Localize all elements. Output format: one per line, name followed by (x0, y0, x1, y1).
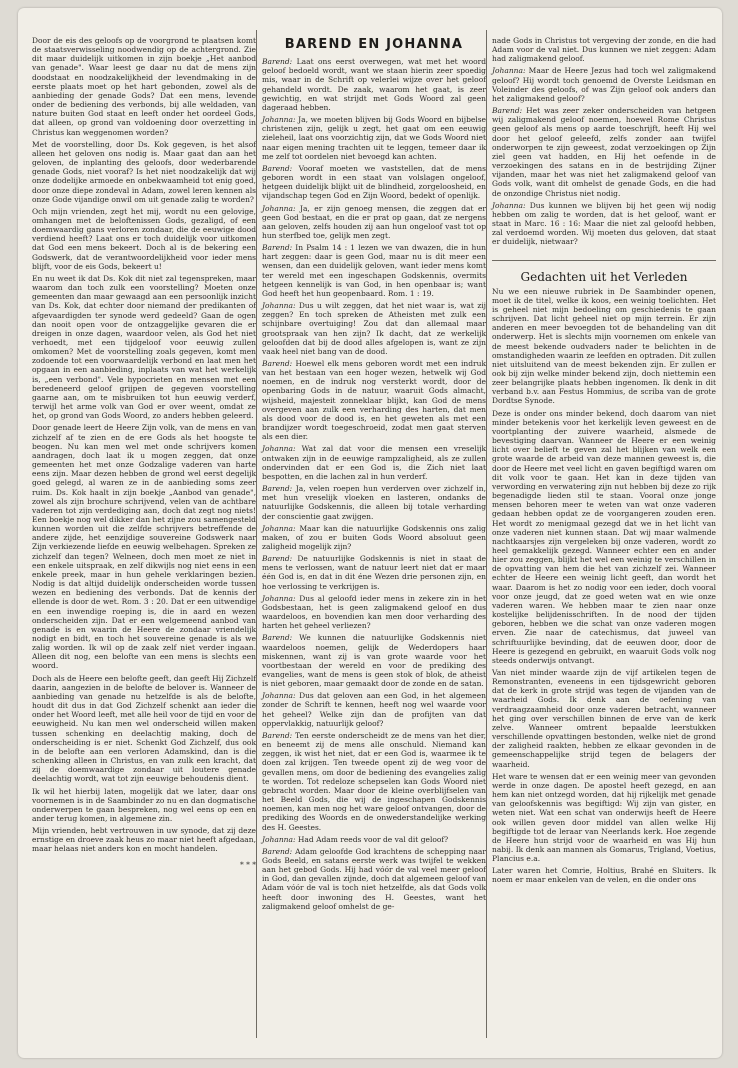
speech-text: Adam geloofde God krachtens de schepping naar Gods Beeld, en satans eerste werk was twijfel te wekken aan het gebod Gods. Hij had vóór de val veel meer geloof in God, dan gevallen zijnde, doch dat algemeen geloof van Adam vóór de val is toch niet hetzelfde, als dat Gods volk heeft door inwoning des H. Geestes, want het zaligmakend geloof omhelst de ge- (262, 846, 486, 911)
paragraph: Van niet minder waarde zijn de vijf artikelen tegen de Remonstranten, eveneens in een tijdsgewricht geboren dat de kerk in grote strijd was tegen de vijanden van de waarheid Gods. Ik denk aan de oefening van verdraagzaamheid door onze vaderen betracht, wanneer het ging over verschillen binnen de erve van de kerk zelve. Wanneer omtrent bepaalde leerstukken verschillende opvattingen bestonden, welke niet de grond der zaligheid raakten, hebben ze elkaar gevonden in de gemeenschappelijke strijd tegen de belagers der waarheid. (492, 668, 716, 769)
dialogue-line (492, 66, 716, 103)
speech-text: Ja, er zijn genoeg mensen, die zeggen dat er geen God bestaat, en die er prat op gaan, dat ze nergens aan geloven, zelfs houden zij aan hun ongeloof vast tot op hun sterfbed toe, gelijk men zegt. (262, 203, 486, 240)
dialogue-line (492, 36, 716, 63)
speech-text: Dus al geloofd ieder mens in zekere zin in het Godsbestaan, het is geen zaligmakend geloof en dus waardeloos, en bovendien kan men door verharding des harten het geheel verliezen? (262, 593, 486, 631)
speaker-name: Barend: (262, 730, 293, 740)
speaker-name: Barend: (262, 163, 293, 173)
speech-text: Maar kan die natuurlijke Godskennis ons zalig maken, of zou er buiten Gods Woord absoluut geen zaligheid mogelijk zijn? (262, 523, 486, 551)
dialogue-line (262, 835, 486, 844)
speech-text: Ja, we moeten blijven bij Gods Woord en bijbelse christenen zijn, gelijk u zegt, het gaat om een eeuwig zieleheil, laat ons voorzichtig zijn, dat we Gods Woord niet naar eigen mening trachten uit te leggen, temeer daar ik me zelf tot oordelen niet bevoegd kan achten. (262, 115, 486, 161)
speaker-name: Johanna: (262, 691, 296, 701)
dialogue-line (262, 57, 486, 112)
speech-text: Laat ons eerst overwegen, wat met het woord geloof bedoeld wordt, want we staan hierin zeer spoedig mis, waar in de Schrift op velerlei wijze over het geloof gehandeld wordt. De zaak, waarom het gaat, is zeer gewichtig, en wat strijdt met Gods Woord zal geen dageraad hebben. (262, 57, 486, 112)
paragraph: Nu we een nieuwe rubriek in De Saambinder openen, moet ik de titel, welke ik koos, een weinig toelichten. Het is geheel niet mijn bedoeling om geschiedenis te gaan schrijven. Dat licht geheel niet op mijn terrein. Er zijn anderen en meer bevoegden tot de behandeling van dit onderwerp. Het is slechts mijn voornemen om enkele van de meest bekende oudvaders nader te belichten in de omstandigheden waarin ze leefden en optraden. Dit zullen niet uitsluitend van de meest bekenden zijn. Er zullen er ook bij zijn welke minder bekend zijn, doch niettemin een zeer belangrijke plaats hebben ingenomen. Ik denk in dit verband b.v. aan Festus Hommius, de scriba van de grote Dordtse Synode. (492, 286, 716, 406)
speech-text: Het was zeer zeker onderscheiden van hetgeen wij zaligmakend geloof noemen, hoewel Rome Christus geen geloof als mens op aarde toeschrijft, heeft Hij wel door het geloof geleefd, zelfs zonder aan twijfel onderworpen te zijn geweest, zodat verzoekingen op Zijn ziel geen vat hadden, en Hij het oefende in de verzoekingen des satans en in de bestrijding Zijner vijanden, maar het was niet het zaligmakend geloof van Gods volk, want dit omhelst de genade Gods, en die had de onzondige Christus niet nodig. (492, 106, 716, 198)
dialogue-line (262, 731, 486, 832)
paragraph: Och mijn vrienden, zegt het mij, wordt nu een gelovige, omhangen met de beloftenissen Gods, gezaligd, of een doemwaardig gans verloren zondaar, die de eeuwige dood verdiend heeft? Laat ons er toch duidelijk voor uitkomen dat God een mens bekeert. Doch al is de bekering een Godswerk, dat de verantwoordelijkheid voor ieder mens blijft, voor de eis Gods, bekeert u! (32, 206, 256, 271)
speech-text: Had Adam reeds voor de val dit geloof? (297, 834, 449, 844)
speaker-name: Barend: (262, 554, 293, 564)
speech-text: nade Gods in Christus tot vergeving der zonde, en die had Adam voor de val niet. Dus kunnen we niet zeggen: Adam had zaligmakend geloof. (492, 36, 716, 64)
dialogue-line (262, 524, 486, 551)
paragraph: Mijn vrienden, hebt vertrouwen in uw synode, dat zij deze ernstige en droeve zaak heus zo maar niet heeft afgedaan, maar helaas niet anders kon en mocht handelen. (32, 826, 256, 854)
speech-text: Hoewel elk mens geboren wordt met een indruk van het bestaan van een hoger wezen, hetwelk wij God noemen, en de indruk nog versterkt wordt, door de openbaring Gods in de natuur, waaruit Gods almacht, wijsheid, majesteit zonneklaar blijkt, kan God de mens overgeven aan zulk een verharding des harten, dat men als dood voor de dood is, en het geweten als met een brandijzer wordt toegeschroeid, zodat men gaat sterven als een dier. (262, 359, 486, 442)
speech-text: Wat zal dat voor die mensen een vreselijk ontwaken zijn in de eeuwige rampzaligheid, als ze zullen ondervinden dat er een God is, die Zich niet laat bespotten, en die lachen zal in hun verderf. (262, 444, 486, 481)
speaker-name: Johanna: (492, 66, 526, 76)
speaker-name: Johanna: (262, 115, 296, 125)
paragraph: Ik wil het hierbij laten, mogelijk dat we later, daar ons voornemen is in de Saambinder zo nu en dan dogmatische onderwerpen te gaan bespreken, nog wel eens op een en ander terug komen, in algemene zin. (32, 786, 256, 823)
speaker-name: Johanna: (262, 523, 296, 533)
paragraph: Door de eis des geloofs op de voorgrond te plaatsen komt de staatsverwisseling noodwendig op de achtergrond. Zie dit maar duidelijk uitkomen in zijn boekje „Het aanbod van genade". Waar leest ge daar nu dat de mens zijn doodstaat en noodzakelijkheid der levendmaking in de eerste plaats moet op het hart gebonden, zowel als de aanbieding der genade Gods? Dat een mens, levende onder de bediening des verbonds, bij alle weldaden, van nature buiten God staat en leeft onder het oordeel Gods, dat alleen, op grond van voldoening door overzetting in Christus kan weggenomen worden? (32, 36, 256, 137)
speaker-name: Barend: (262, 846, 293, 856)
dialogue-line (262, 301, 486, 356)
column-1 (32, 36, 256, 869)
speaker-name: Johanna: (262, 834, 296, 844)
dialogue-line (492, 201, 716, 247)
dialogue-line (262, 484, 486, 521)
speech-text: De natuurlijke Godskennis is niet in staat de mens te verlossen, want de natuur leert niet dat er maar één God is, en dat in dit éne Wezen drie personen zijn, en hoe verlossing te verkrijgen is. (262, 554, 486, 591)
article-title: BAREND EN JOHANNA (284, 37, 464, 52)
paragraph: Later waren het Comrie, Holtius, Brahé en Sluiters. Ik noem er maar enkelen van de velen, en die onder ons (492, 866, 716, 885)
speaker-name: Johanna: (492, 200, 526, 210)
end-mark: * * * (239, 859, 256, 869)
column-3 (492, 36, 716, 888)
paragraph: Doch als de Heere een belofte geeft, dan geeft Hij Zichzelf daarin, aangezien in de belofte de belover is. Wanneer de aanbieding van genade nu hetzelfde is als de belofte, houdt dit dus in dat God Zichzelf schenkt aan ieder die onder het Woord leeft, met alle heil voor de tijd en voor de eeuwigheid. Nu kan men wel onderscheid willen maken tussen schenking en deelachtig making, doch de onderscheiding is er niet. Schenkt God Zichzelf, dus ook in de belofte aan een verloren Adamskind, dan is die schenking alleen in Christus, en van zulk een kracht, dat zij de doemwaardige zondaar uit loutere genade deelachtig wordt, wat tot zijn eeuwige behoudenis dient. (32, 673, 256, 784)
section-title: Gedachten uit het Verleden (492, 260, 716, 282)
dialogue-line (262, 204, 486, 241)
dialogue-line (262, 444, 486, 481)
speaker-name: Barend: (262, 359, 293, 368)
speech-text: Vooraf moeten we vaststellen, dat de mens geboren wordt in een staat van volslagen ongeloof, hetgeen duidelijk blijkt uit de blindheid, zorgeloosheid, en vijandschap tegen God en Zijn Woord, bedekt of openlijk. (262, 163, 486, 201)
speaker-name: Barend: (262, 57, 293, 67)
speaker-name: Barend: (262, 484, 293, 494)
dialogue-line (262, 691, 486, 728)
speech-text: Dus dat geloven aan een God, in het algemeen zonder de Schrift te kennen, heeft nog wel waarde voor het geheel? Welke zijn dan de profijten van dat oppervlakkig, natuurlijk geloof? (262, 691, 486, 728)
dialogue-line (262, 164, 486, 201)
dialogue-line (262, 115, 486, 161)
speaker-name: Johanna: (262, 593, 296, 603)
paragraph: Met de voorstelling, door Ds. Kok gegeven, is het alsof alleen het geloven ons nodig is. Maar gaat dan aan het geloven, de inplanting des geloofs, door wederbarende genade Gods, niet vooraf? Is het niet noodzakelijk dat wij onze dodelijke armoede en onbekwaamheid tot enig goed, door onze diepe zondeval in Adam, zowel leren kennen als onze Gode vijandige onwil om uit genade zalig te worden? (32, 139, 256, 204)
paragraph: En nu weet ik dat Ds. Kok dit niet zal tegenspreken, maar waarom dan toch zulk een voorstelling? Moeten onze gemeenten dan maar gewaagd aan een persoonlijk inzicht van Ds. Kok, dat echter door niemand der predikanten of afgevaardigden ter synode werd gedeeld? Gaan de ogen dan nooit open voor de ontzaggelijke gevaren die er dreigen in onze dagen, waardoor velen, als God het niet verhoedt, met een tijdgeloof voor eeuwig zullen omkomen? Met de voorstelling zoals gegeven, komt men zodoende tot een voorwaardelijk verbond en laat men het opgaan in een aanbieding, inplaats van wat het werkelijk is, „een verbond". Vele hypocrieten en mensen met een beredeneerd geloof grijpen de gegeven voorstelling gaarne aan, om te misbruiken tot hun eeuwig verderf, terwijl het arme volk van God er over weent, omdat ze het, op grond van Gods Woord, zo anders hebben geleerd. (32, 273, 256, 421)
dialogue-continued (492, 36, 716, 246)
speaker-name: Johanna: (262, 301, 296, 311)
dialogue-line (492, 106, 716, 198)
speaker-name: Barend: (492, 106, 523, 116)
speech-text: We kunnen die natuurlijke Godskennis niet waardeloos noemen, gelijk de Wederdopers haar miskennen, want zij is van grote waarde voor het voortbestaan der wereld en voor de prediking des evangelies, want de mens is geen stok of blok, de atheist is niet geboren, maar gemaakt door de zonde en de satan. (262, 633, 487, 689)
speech-text: Dus kunnen we blijven bij het geen wij nodig hebben om zalig te worden, dat is het geloof, want er staat in Marc. 16 : 16: Maar die niet zal geloofd hebben, zal verdoemd worden. Wij moeten dus geloven, dat staat er duidelijk, nietwaar? (492, 200, 716, 247)
paragraph: Door genade leert de Heere Zijn volk, van de mens en van zichzelf af te zien en de ere Gods als het hoogste te beogen. Nu kan men wel met onde schrijvers komen aandragen, doch laat ik u mogen zeggen, dat onze gemeenten het met onze Godzalige vaderen van harte eens zijn. Maar dezen hebben de grond wel eerst degelijk goed gelegd, al waren ze in de aanbieding soms zeer ruim. Ds. Kok haalt in zijn boekje „Aanbod van genade", zowel als zijn brochure schrijvend, velen van de achtbare vaderen tot zijn verdediging aan, doch dat zegt nog niets! Een boekje nog wel dikker dan het zijne zou samengesteld kunnen worden uit die zelfde schrijvers betreffende de andere zijde, het eenzijdige souvereine Godswerk naar Zijn verkiezende liefde en eeuwig welbehagen. Spreken ze zichzelf dan tegen? Welneen, doch men moet ze niet in een enkele uitspraak, en zelf dikwijls nog niet eens in een enkele preek, maar in hun gehele verklaringen bezien. Nodig is dat altijd duidelijk onderscheiden worde tussen wezen en bediening des verbonds. Dat de kennis der ellende is door de wet. Rom. 3 : 20. Dat er een uitwendige en een inwendige roeping is, die in aard en wezen onderscheiden zijn. Dat er een welgemeend aanbod van genade is en waarin de Heere de zondaar vriendelijk nodigt en bidt, en toch het souvereine genade is als we zalig worden. Ik wil op de zaak zelf niet verder ingaan. Alleen dit nog, een belofte van een mens is slechts een woord. (32, 423, 256, 671)
dialogue-line (262, 633, 486, 688)
speech-text: Dus u wilt zeggen, dat het niet waar is, wat zij zeggen? En toch spreken de Atheisten met zulk een schijnbare overtuiging! Zou dat dan allemaal maar grootspraak van hen zijn? Ik dacht, dat ze werkelijk geloofden dat bij de dood alles afgelopen is, want ze zijn vaak heel niet bang van de dood. (262, 301, 486, 356)
column-divider (486, 30, 487, 1038)
paragraph: Het ware te wensen dat er een weinig meer van gevonden werde in onze dagen. De apostel heeft gezegd, en aan hem kan niet ontzegd worden, dat hij rijkelijk met genade van geloofskennis was begiftigd: Wij zijn van gister, en weten niet. Wat een schat van onderwijs heeft de Heere ook willen geven door middel van allen welke Hij begiftigde tot de leraar van Neerlands kerk. Hoe zegende de Heere hun strijd voor de waarheid en was Hij hun nabij. Ik denk aan mannen als Gomarus, Trigland, Voetius, Plancius e.a. (492, 771, 716, 864)
paragraph: Deze is onder ons minder bekend, doch daarom van niet minder betekenis voor het kerkelijk leven geweest en de voortplanting der zuivere waarheid, alsmede de bevestiging daarvan. Wanneer de Heere er een weinig licht over belieft te geven zal het blijken van welk een grote waarde de arbeid van deze mannen geweest is, die door de Heere met veel licht en gaven begiftigd waren om dit volk voor te gaan. Het kan in deze tijden van verwording en verwatering zijn nut hebben bij deze zo rijk begenadigde lieden stil te staan. Vooral onze jonge mensen behoren meer te weten van wat onze vaderen gedaan hebben opdat ze de voorgangeren zouden eren. Het wordt zo menigmaal gezegd dat we in het licht van onze vaderen niet kunnen staan. Dat wij maar walmende nachtkaarsjes zijn vergeleken bij onze vaderen, wordt zo heel gemakkelijk gezegd. Wanneer echter een en ander hier zou zeggen, blijkt het wel een weinig te verschillen in de opvatting van hem die het van zichzelf zei. Wanneer echter de Heere een weinig licht geeft, dan wordt het waar. Daarom is het zo nodig voor een ieder, doch vooral voor onze jeugd, dat ze goed weten wat en wie onze vaderen waren. We hebben maar te zien naar onze kostelijke belijdenisschriften. In de nood der tijden geboren, hebben we die schat van onze vaderen mogen erven. Zie naar de catechismus, dat juweel van schriftuurlijke bevinding, dat de eeuwen door, door de Heere is gezegend en gebruikt, en waaruit Gods volk nog steeds onderwijs ontvangt. (492, 408, 716, 665)
newspaper-page (18, 8, 722, 1058)
speech-text: Maar de Heere Jezus had toch wel zaligmakend geloof? Hij wordt toch genoemd de Overste Leidsman en Voleinder des geloofs, of was Zijn geloof ook anders dan het zaligmakend geloof? (492, 66, 716, 103)
dialogue-line (262, 554, 486, 591)
speech-text: In Psalm 14 : 1 lezen we van dwazen, die in hun hart zeggen: daar is geen God, maar nu is dit meer een wensen, dan een duidelijk geloven, want ieder mens komt ter wereld met een ingeschapen Godskennis, overmits hetgeen kennelijk is van God, in hen openbaar is; want God heeft het hun geopenbaard. Rom. 1 : 19. (262, 243, 486, 298)
speech-text: Ten eerste onderscheidt ze de mens van het dier, en beneemt zij de mens alle onschuld. Niemand kan zeggen, ik wist het niet, dat er een God is, waarmee ik te doen zal krijgen. Ten tweede opent zij de weg voor de gevallen mens, om door de bediening des evangelies zalig te worden. Tot redeloze schepselen kan Gods Woord niet gebracht worden. Maar door de kleine overblijfselen van het Beeld Gods, die wij de ingeschapen Godskennis noemen, kan men nog het ware geloof ontvangen, door de prediking des Woords en de onwederstandelijke werking des H. Geestes. (262, 730, 486, 832)
dialogue (262, 57, 486, 911)
speaker-name: Barend: (262, 243, 293, 253)
column-2 (262, 28, 486, 914)
dialogue-line (262, 359, 486, 441)
column-divider (256, 30, 257, 1038)
speech-text: Ja, velen roepen hun verderven over zichzelf in, met hun vreselijk vloeken en lasteren, ondanks de natuurlijke Godskennis, die alleen bij totale verharding der conscientie gaat zwijgen. (262, 484, 486, 521)
dialogue-line (262, 243, 486, 298)
speaker-name: Johanna: (262, 444, 296, 454)
speaker-name: Johanna: (262, 203, 296, 213)
speaker-name: Barend: (262, 633, 293, 643)
dialogue-line (262, 847, 486, 911)
dialogue-line (262, 594, 486, 631)
